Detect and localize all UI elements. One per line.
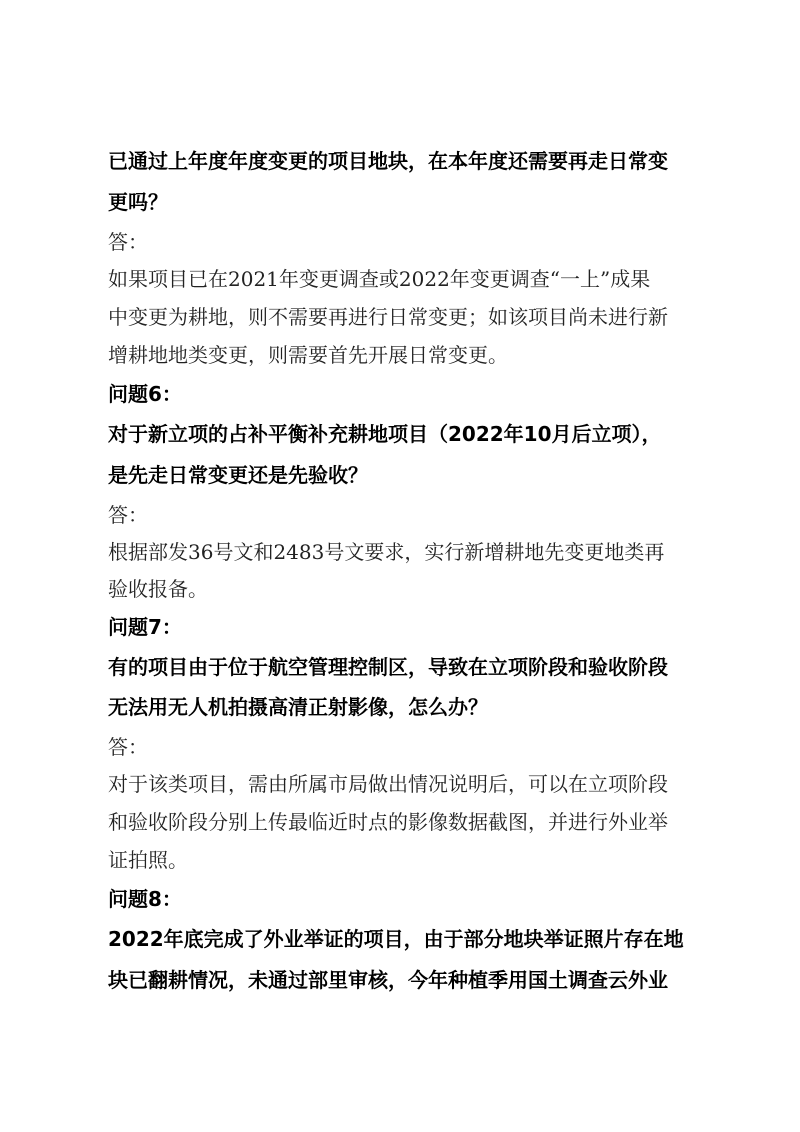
answer-7-text-line-1: 对于该类项目，需由所属市局做出情况说明后，可以在立项阶段 [108, 772, 668, 796]
question-6-text-line-1: 对于新立项的占补平衡补充耕地项目（2022年10月后立项）， [108, 422, 662, 446]
answer-6-text-line-1: 根据部发36号文和2483号文要求，实行新增耕地先变更地类再 [108, 540, 665, 564]
question-6-heading: 问题6： [108, 382, 182, 406]
question-8-text-line-1: 2022年底完成了外业举证的项目，由于部分地块举证照片存在地 [108, 927, 684, 951]
question-6-text-line-2: 是先走日常变更还是先验收？ [108, 463, 368, 487]
question-7-text-line-1: 有的项目由于位于航空管理控制区，导致在立项阶段和验收阶段 [108, 655, 668, 679]
answer-7-label: 答： [108, 735, 148, 759]
question-7-heading: 问题7： [108, 615, 182, 639]
question-8-heading: 问题8： [108, 887, 182, 911]
question-5-text-line-1: 已通过上年度年度变更的项目地块，在本年度还需要再走日常变 [108, 149, 668, 173]
answer-7-text-line-3: 证拍照。 [108, 848, 188, 872]
answer-5-text-line-1: 如果项目已在2021年变更调查或2022年变更调查“一上”成果 [108, 267, 651, 291]
answer-7-text-line-2: 和验收阶段分别上传最临近时点的影像数据截图，并进行外业举 [108, 810, 668, 834]
answer-6-label: 答： [108, 503, 148, 527]
answer-5-label: 答： [108, 230, 148, 254]
answer-6-text-line-2: 验收报备。 [108, 577, 208, 601]
question-5-text-line-2: 更吗？ [108, 190, 168, 214]
question-8-text-line-2: 块已翻耕情况，未通过部里审核，今年种植季用国土调查云外业 [108, 968, 668, 992]
answer-5-text-line-3: 增耕地地类变更，则需要首先开展日常变更。 [108, 343, 508, 367]
question-7-text-line-2: 无法用无人机拍摄高清正射影像，怎么办？ [108, 695, 488, 719]
answer-5-text-line-2: 中变更为耕地，则不需要再进行日常变更；如该项目尚未进行新 [108, 305, 668, 329]
